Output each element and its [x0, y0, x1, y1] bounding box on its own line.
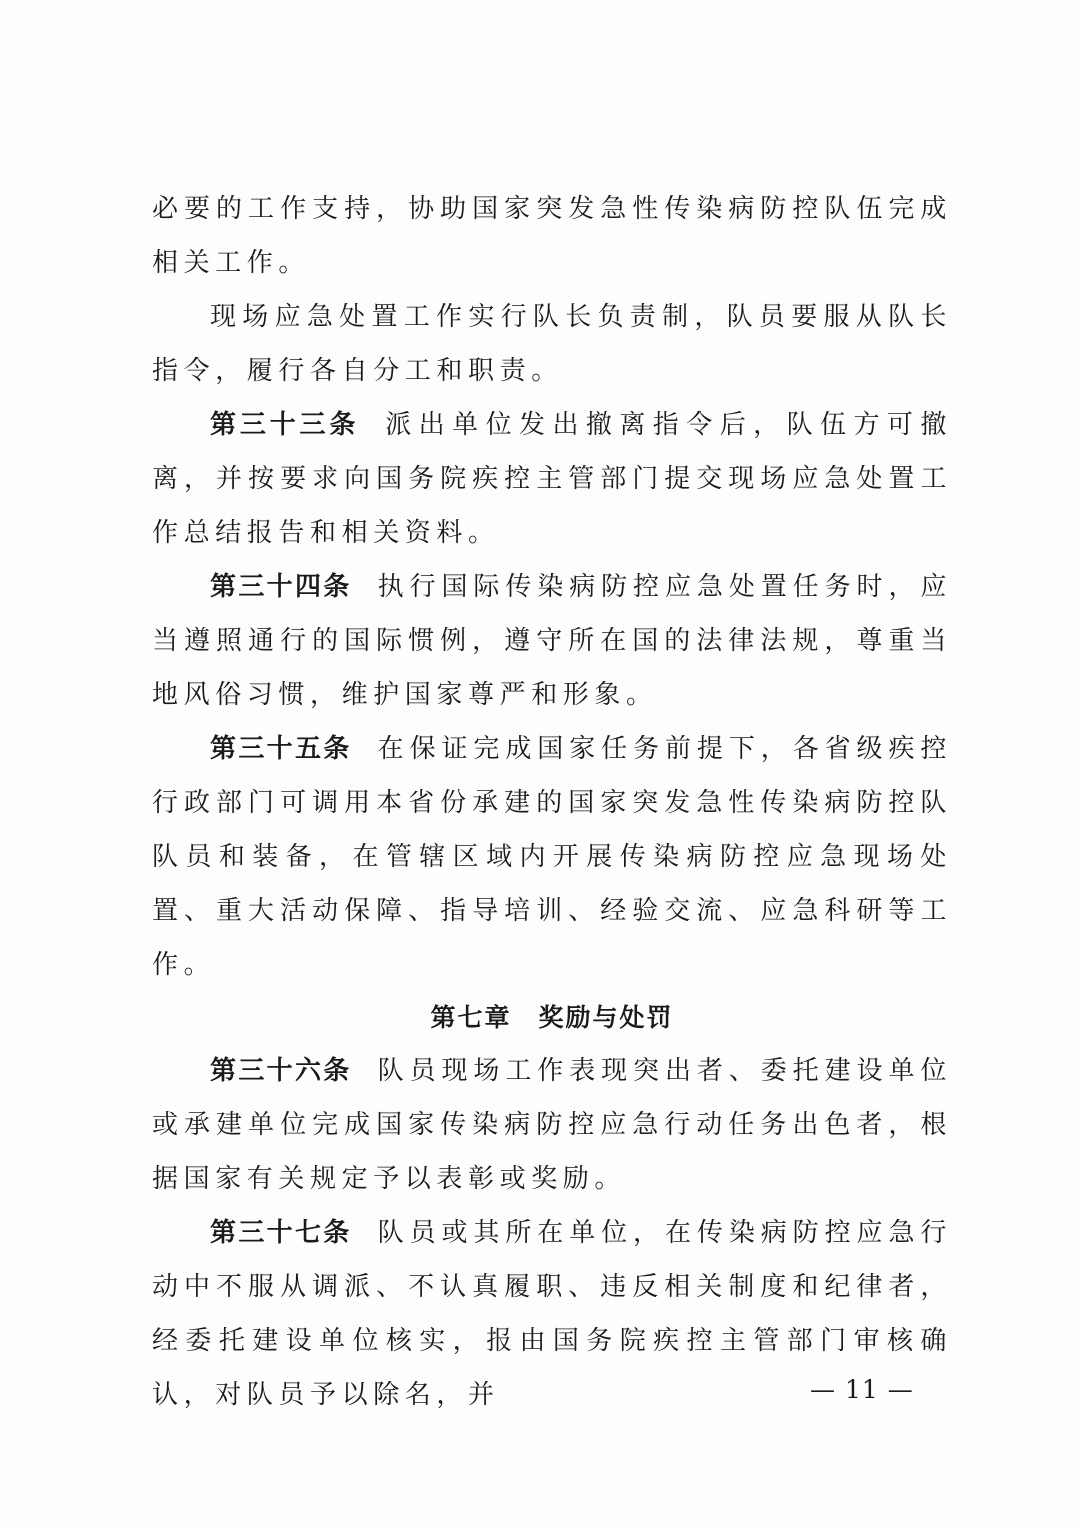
article-37-number: 第三十七条 — [210, 1218, 352, 1248]
continued-paragraph: 必要的工作支持，协助国家突发急性传染病防控队伍完成相关工作。 — [152, 194, 952, 278]
body-text-upper — [152, 182, 952, 992]
article-36-text: 队员现场工作表现突出者、委托建设单位或承建单位完成国家传染病防控应急行动任务出色者，根据国家有关规定予以表彰或奖励。 — [152, 1056, 952, 1194]
article-35 — [152, 722, 952, 992]
chapter-title: 第七章 奖励与处罚 — [430, 1003, 674, 1032]
article-35-text: 在保证完成国家任务前提下，各省级疾控行政部门可调用本省份承建的国家突发急性传染病防控队队员和装备，在管辖区域内开展传染病防控应急现场处置、重大活动保障、指导培训、经验交流、应急科研等工作。 — [152, 734, 952, 980]
page-number: — 11 — — [810, 1375, 914, 1404]
article-34-text: 执行国际传染病防控应急处置任务时，应当遵照通行的国际惯例，遵守所在国的法律法规，尊重当地风俗习惯，维护国家尊严和形象。 — [152, 572, 952, 710]
article-36-number: 第三十六条 — [210, 1056, 352, 1086]
article-33 — [152, 398, 952, 560]
article-34-number: 第三十四条 — [210, 572, 352, 602]
article-37-text: 队员或其所在单位，在传染病防控应急行动中不服从调派、不认真履职、违反相关制度和纪律者，经委托建设单位核实，报由国务院疾控主管部门审核确认，对队员予以除名，并 — [152, 1218, 952, 1410]
article-36 — [152, 1044, 952, 1206]
article-33-text: 派出单位发出撤离指令后，队伍方可撤离，并按要求向国务院疾控主管部门提交现场应急处置工作总结报告和相关资料。 — [152, 410, 952, 548]
article-33-number: 第三十三条 — [210, 410, 360, 440]
article-35-number: 第三十五条 — [210, 734, 352, 764]
paragraph-team-leader: 现场应急处置工作实行队长负责制，队员要服从队长指令，履行各自分工和职责。 — [152, 302, 952, 386]
article-34 — [152, 560, 952, 722]
body-text-lower — [152, 1044, 952, 1422]
